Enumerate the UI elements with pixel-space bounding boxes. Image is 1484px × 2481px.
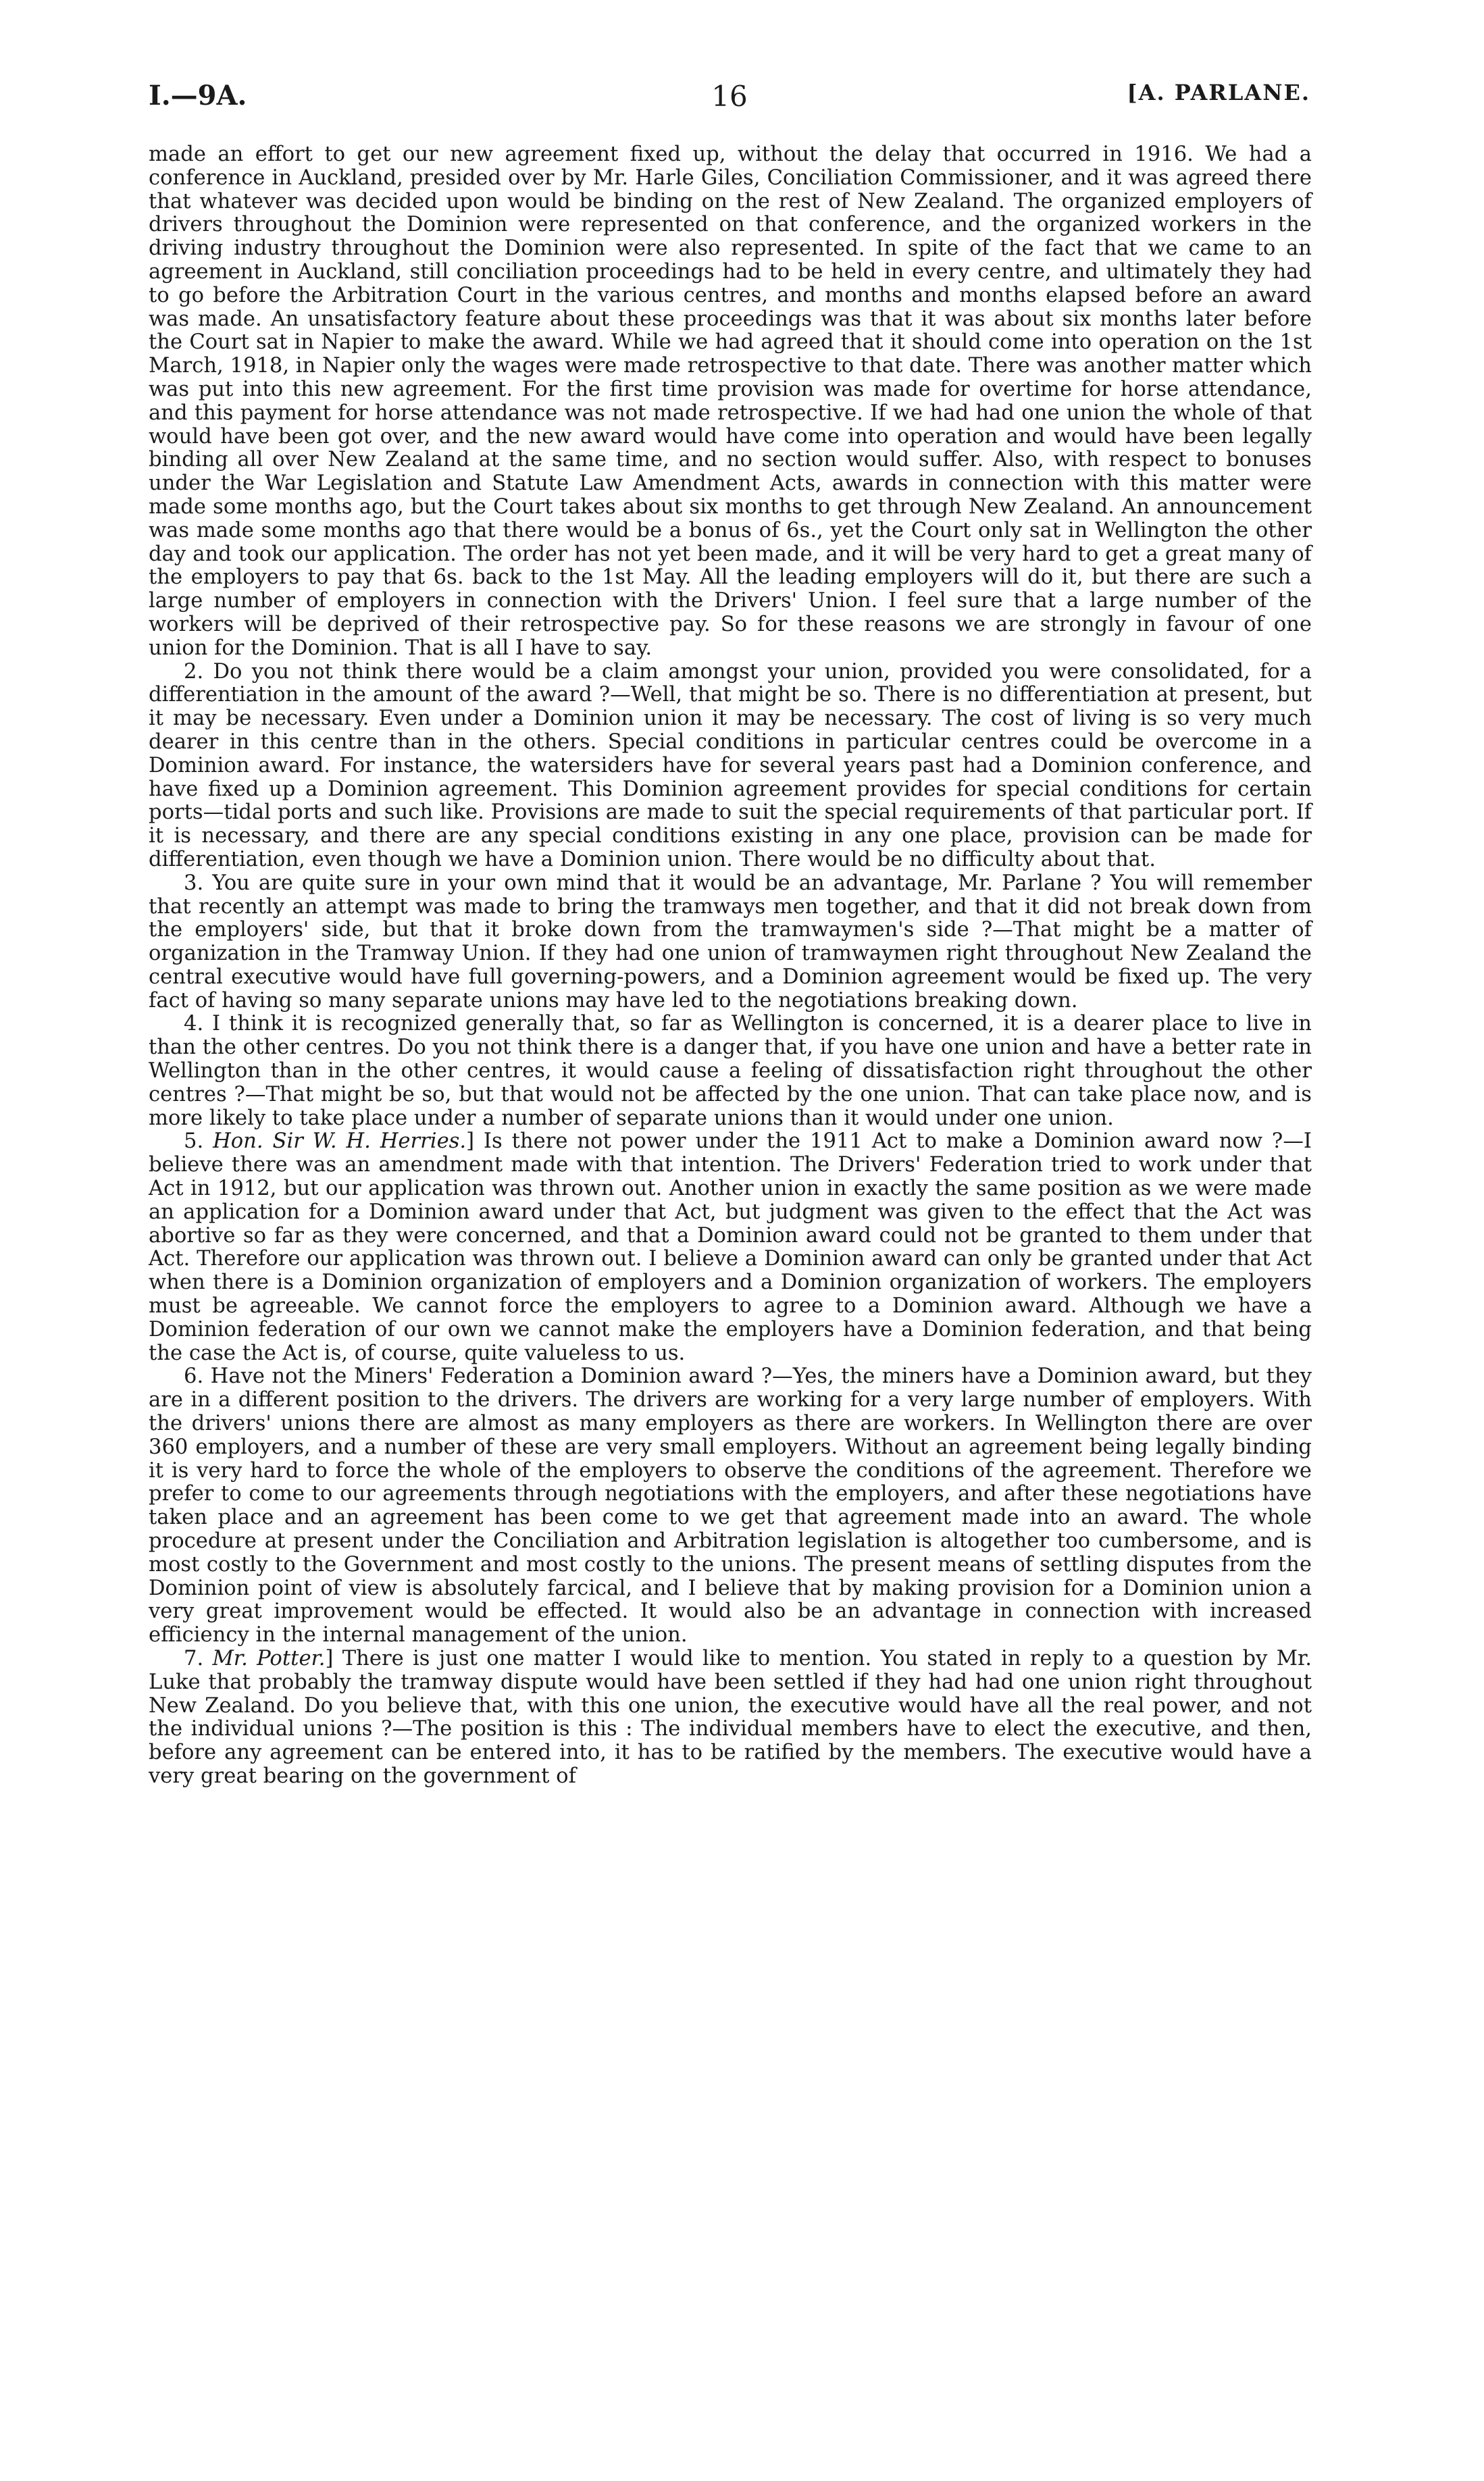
question-number: 5. [184, 1129, 213, 1154]
question-6: 6. Have not the Miners' Federation a Dominion award ?—Yes, the miners have a Dominion award, but they are in a different position to the drivers. The drivers are working for a very large number of employers. With the drivers' unions there are almost as many employers as there are workers. In Wellington there are over 360 employers, and a number of these are very small employers. Without an agreement being legally binding it is very hard to force the whole of the employers to observe the conditions of the agreement. Therefore we prefer to come to our agreements through negotiations with the employers, and after these negotiations have taken place and an agreement has been come to we get that agreement made into an award. The whole procedure at present under the Conciliation and Arbitration legislation is altogether too cumbersome, and is most costly to the Government and most costly to the unions. The present means of settling disputes from the Dominion point of view is absolutely farcical, and I believe that by making provision for a Dominion union a very great improvement would be effected. It would also be an advantage in connection with increased efficiency in the internal management of the union. [149, 1364, 1312, 1647]
question-3: 3. You are quite sure in your own mind that it would be an advantage, Mr. Parlane ? You will remember that recently an attempt was made to bring the tramways men together, and that it did not break down from the employers' side, but that it broke down from the tramwaymen's side ?—That might be a matter of organization in the Tramway Union. If they had one union of tramwaymen right throughout New Zealand the central executive would have full governing-powers, and a Dominion agreement would be fixed up. The very fact of having so many separate unions may have led to the negotiations breaking down. [149, 871, 1312, 1013]
question-number: 7. [184, 1647, 213, 1670]
page-body [149, 143, 1312, 1789]
question-text: ] Is there not power under the 1911 Act to make a Dominion award now ?—I believe there was an amendment made with that intention. The Drivers' Federation tried to work under that Act in 1912, but our application was thrown out. Another union in exactly the same position as we were made an application for a Dominion award under that Act, but judgment was given to the effect that the Act was abortive so far as they were concerned, and that a Dominion award could not be granted to them under that Act. Therefore our application was thrown out. I believe a Dominion award can only be granted under that Act when there is a Dominion organization of employers and a Dominion organization of workers. The employers must be agreeable. We cannot force the employers to agree to a Dominion award. Although we have a Dominion federation of our own we cannot make the employers have a Dominion federation, and that being the case the Act is, of course, quite valueless to us. [149, 1129, 1312, 1365]
page-number: 16 [711, 80, 748, 113]
paragraph-continued: made an effort to get our new agreement fixed up, without the delay that occurred in 1916. We had a conference in Auckland, presided over by Mr. Harle Giles, Conciliation Commissioner, and it was agreed there that whatever was decided upon would be binding on the rest of New Zealand. The organized employers of drivers throughout the Dominion were represented on that conference, and the organized workers in the driving industry throughout the Dominion were also represented. In spite of the fact that we came to an agreement in Auckland, still conciliation proceedings had to be held in every centre, and ultimately they had to go before the Arbitration Court in the various centres, and months and months elapsed before an award was made. An unsatisfactory feature about these proceedings was that it was about six months later before the Court sat in Napier to make the award. While we had agreed that it should come into operation on the 1st March, 1918, in Napier only the wages were made retrospective to that date. There was another matter which was put into this new agreement. For the first time provision was made for overtime for horse attendance, and this payment for horse attendance was not made retrospective. If we had had one union the whole of that would have been got over, and the new award would have come into operation and would have been legally binding all over New Zealand at the same time, and no section would suffer. Also, with respect to bonuses under the War Legislation and Statute Law Amendment Acts, awards in connection with this matter were made some months ago, but the Court takes about six months to get through New Zealand. An announcement was made some months ago that there would be a bonus of 6s., yet the Court only sat in Wellington the other day and took our application. The order has not yet been made, and it will be very hard to get a great many of the employers to pay that 6s. back to the 1st May. All the leading employers will do it, but there are such a large number of employers in connection with the Drivers' Union. I feel sure that a large number of the workers will be deprived of their retrospective pay. So for these reasons we are strongly in favour of one union for the Dominion. That is all I have to say. [149, 143, 1312, 660]
question-4: 4. I think it is recognized generally that, so far as Wellington is concerned, it is a dearer place to live in than the other centres. Do you not think there is a danger that, if you have one union and have a better rate in Wellington than in the other centres, it would cause a feeling of dissatisfaction right throughout the other centres ?—That might be so, but that would not be affected by the one union. That can take place now, and is more likely to take place under a number of separate unions than it would under one union. [149, 1012, 1312, 1130]
speaker-name: Hon. Sir W. H. Herries. [213, 1129, 467, 1154]
question-5 [149, 1130, 1312, 1365]
question-2: 2. Do you not think there would be a claim amongst your union, provided you were consolidated, for a differentiation in the amount of the award ?—Well, that might be so. There is no differentiation at present, but it may be necessary. Even under a Dominion union it may be necessary. The cost of living is so very much dearer in this centre than in the others. Special conditions in particular centres could be overcome in a Dominion award. For instance, the watersiders have for several years past had a Dominion conference, and have fixed up a Dominion agreement. This Dominion agreement provides for special conditions for certain ports—tidal ports and such like. Provisions are made to suit the special requirements of that particular port. If it is necessary, and there are any special conditions existing in any one place, provision can be made for differentiation, even though we have a Dominion union. There would be no difficulty about that. [149, 659, 1312, 871]
question-7 [149, 1647, 1312, 1789]
paper-reference: I.—9A. [149, 80, 247, 111]
witness-name: [A. PARLANE. [1127, 80, 1310, 105]
speaker-name: Mr. Potter. [212, 1647, 326, 1670]
question-text: ] There is just one matter I would like to mention. You stated in reply to a question by Mr. Luke that probably the tramway dispute would have been settled if they had had one union right throughout New Zealand. Do you believe that, with this one union, the executive would have all the real power, and not the individual unions ?—The position is this : The individual members have to elect the executive, and then, before any agreement can be entered into, it has to be ratified by the members. The executive would have a very great bearing on the government of [149, 1647, 1312, 1788]
page-header [149, 80, 1310, 120]
